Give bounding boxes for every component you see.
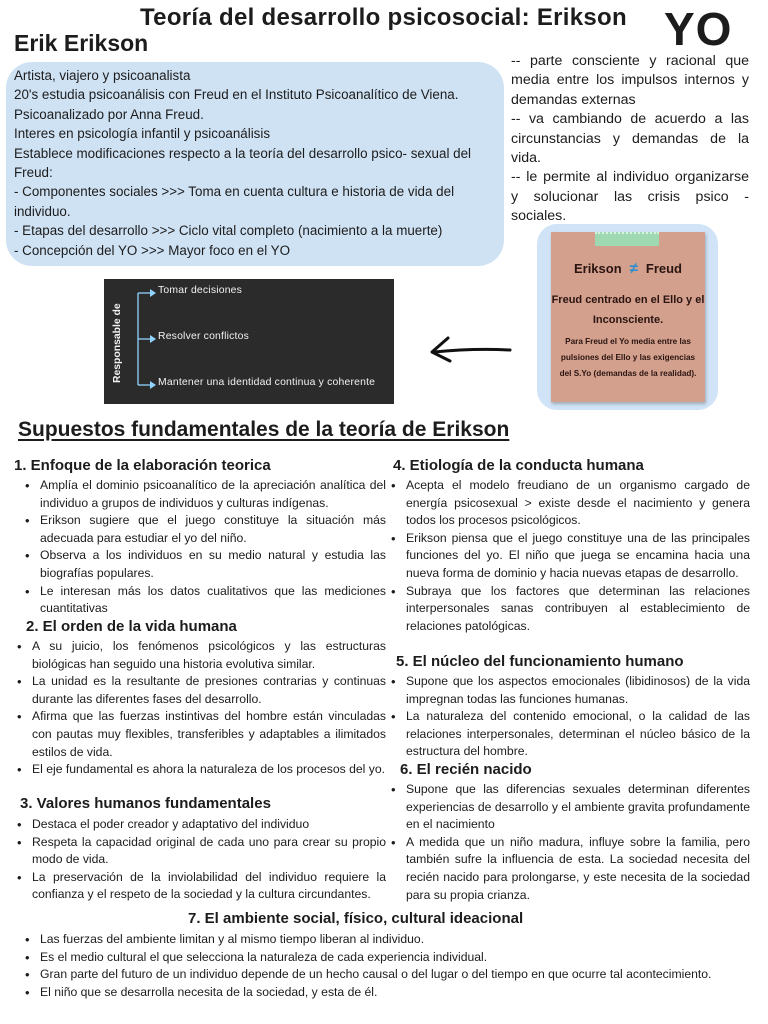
comparison-text: Freud centrado en el Ello y el Inconsciente. <box>551 294 705 326</box>
list-item: • El niño que se desarrolla necesita de la sociedad, y esta de él. <box>22 984 746 1002</box>
responsable-item: Resolver conflictos <box>158 331 249 342</box>
list-item: • Es el medio cultural el que selecciona la naturaleza de cada experiencia individual. <box>22 949 746 967</box>
list-item: • Supone que las diferencias sexuales determinan diferentes experiencias de desarrollo y el ambiente gravita profundamente en el nacimiento <box>388 781 750 834</box>
bio-line: Establece modificaciones respecto a la teoría del desarrollo psico- sexual del Freud: <box>14 145 472 181</box>
yo-description-line: -- le permite al individuo organizarse y solucionar las crisis psico - sociales. <box>511 169 749 225</box>
list-item: • Destaca el poder creador y adaptativo del individuo <box>14 816 386 834</box>
list-item: • Le interesan más los datos cualitativos que las mediciones cuantitativas <box>22 583 386 618</box>
yo-heading: YO <box>664 3 733 55</box>
list-item: • Gran parte del futuro de un individuo depende de un hecho causal o del lugar o del tiempo en que ocurre tal acontecimiento. <box>22 966 746 984</box>
bio-line: Psicoanalizado por Anna Freud. <box>14 106 204 122</box>
tape-decoration <box>595 232 659 246</box>
not-equal-icon: ≠ <box>629 260 638 277</box>
bullet-list <box>14 816 386 904</box>
list-item: • Erikson sugiere que el juego constituye la situación más adecuada para estudiar el yo del niño. <box>22 512 386 547</box>
list-item: • La preservación de la inviolabilidad del individuo requiere la confianza y el respeto de la sociedad y la cultura circundantes. <box>14 869 386 904</box>
bullet-list <box>388 477 750 635</box>
bio-line: Interes en psicología infantil y psicoanálisis <box>14 126 271 142</box>
bullet-list <box>388 673 750 761</box>
bio-line: - Componentes sociales >>> Toma en cuenta cultura e historia de vida del individuo. <box>14 184 455 219</box>
responsable-diagram <box>104 279 394 404</box>
biography-box <box>6 62 504 266</box>
list-item: • Observa a los individuos en su medio natural y estudia las biografías populares. <box>22 547 386 582</box>
section-title: 6. El recién nacido <box>400 761 532 778</box>
sticky-note <box>551 232 705 402</box>
list-item: • La unidad es la resultante de presiones contrarias y continuas durante las diferentes fases del desarrollo. <box>14 673 386 708</box>
yo-description-line: -- va cambiando de acuerdo a las circunstancias y demandas de la vida. <box>511 111 749 167</box>
left-arrow-icon <box>424 330 514 364</box>
list-item: • Las fuerzas del ambiente limitan y al mismo tiempo liberan al individuo. <box>22 931 746 949</box>
list-item: • Erikson piensa que el juego constituye una de las principales funciones del yo. El niño que juega se encamina hacia una nueva forma de dominio y hacia nuevas etapas de desarrollo. <box>388 530 750 583</box>
comparison-right: Freud <box>645 261 683 276</box>
list-item: • A su juicio, los fenómenos psicológicos y las estructuras biológicas han seguido una historia evolutiva similar. <box>14 638 386 673</box>
page-title: Teoría del desarrollo psicosocial: Erikson <box>140 4 627 31</box>
section-heading: Supuestos fundamentales de la teoría de Erikson <box>18 418 510 441</box>
list-item: • Amplía el dominio psicoanalítico de la apreciación analítica del individuo a grupos de individuos y culturas indígenas. <box>22 477 386 512</box>
bio-line: Artista, viajero y psicoanalista <box>14 68 191 83</box>
bio-line: - Concepción del YO >>> Mayor foco en el YO <box>14 242 291 258</box>
yo-description-line: -- parte consciente y racional que media entre los impulsos internos y demandas externas <box>511 53 749 108</box>
yo-description <box>511 52 749 227</box>
list-item: • Subraya que los factores que determinan las relaciones interpersonales sanas contribuyen al establecimiento de relaciones patológicas. <box>388 583 750 636</box>
list-item: • Supone que los aspectos emocionales (libidinosos) de la vida impregnan todas las funciones humanas. <box>388 673 750 708</box>
list-item: • El eje fundamental es ahora la naturaleza de los procesos del yo. <box>14 761 386 779</box>
erikson-freud-card <box>537 224 718 410</box>
list-item: • Afirma que las fuerzas instintivas del hombre están vinculadas con pautas muy flexibles, transferibles y adaptables a ilimitados estilos de vida. <box>14 708 386 761</box>
responsable-item: Tomar decisiones <box>158 285 243 296</box>
bio-line: - Etapas del desarrollo >>> Ciclo vital completo (nacimiento a la muerte) <box>14 223 443 239</box>
section-title: 7. El ambiente social, físico, cultural ideacional <box>188 910 524 927</box>
section-title: 1. Enfoque de la elaboración teorica <box>14 457 271 474</box>
responsable-label: Responsable de <box>112 303 123 383</box>
list-item: • La naturaleza del contenido emocional, o la calidad de las relaciones interpersonales, determinan el núcleo básico de la estructura del hombre. <box>388 708 750 761</box>
comparison-heading <box>551 260 705 277</box>
section-title: 5. El núcleo del funcionamiento humano <box>396 653 684 670</box>
responsable-item: Mantener una identidad continua y coherente <box>158 377 376 388</box>
list-item: • A medida que un niño madura, influye sobre la familia, pero también sufre la influencia de esta. La sociedad necesita del recién nacido para prolongarse, y este necesita de la sociedad para su propia crianza. <box>388 834 750 904</box>
bio-line: 20's estudia psicoanálisis con Freud en el Instituto Psicoanalítico de Viena. <box>14 87 459 103</box>
list-item: • Acepta el modelo freudiano de un organismo cargado de energía psicosexual > existe desde el nacimiento y genera todos los procesos psicológicos. <box>388 477 750 530</box>
bullet-list <box>22 477 386 618</box>
bullet-list <box>388 781 750 904</box>
section-title: 4. Etiología de la conducta humana <box>393 457 644 474</box>
author-name-heading: Erik Erikson <box>14 30 149 56</box>
section-title: 2. El orden de la vida humana <box>26 618 237 635</box>
list-item: • Respeta la capacidad original de cada uno para crear su propio modo de vida. <box>14 834 386 869</box>
section-title: 3. Valores humanos fundamentales <box>20 795 271 812</box>
bullet-list <box>22 931 746 1001</box>
comparison-left: Erikson <box>573 261 622 276</box>
bullet-list <box>14 638 386 779</box>
comparison-detail: Para Freud el Yo media entre las pulsiones del Ello y las exigencias del S.Yo (demandas de la realidad). <box>559 337 697 378</box>
